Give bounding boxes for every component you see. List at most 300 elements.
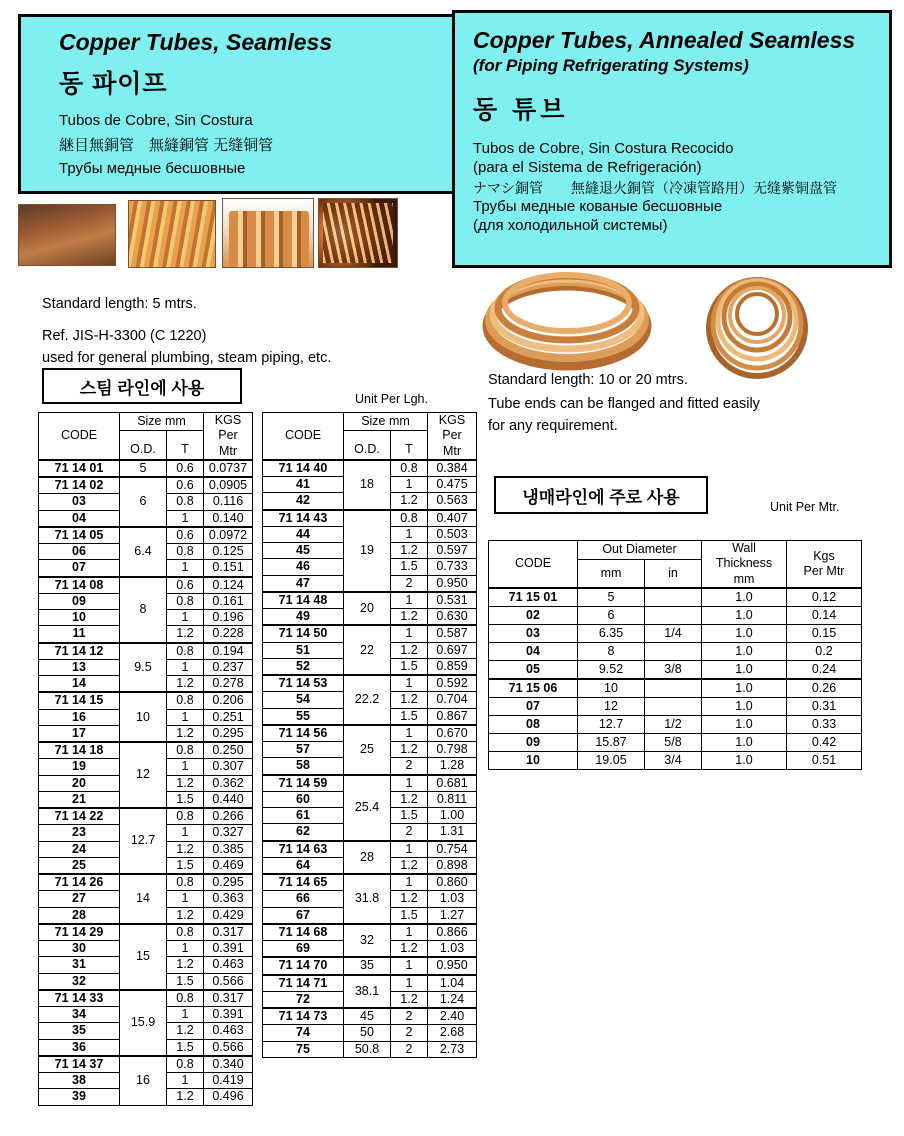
cell-kgs: 0.496 [204,1089,253,1105]
header-kgs-per-mtr: KGS Per Mtr [204,413,253,460]
cell-od: 18 [344,460,391,510]
table-row [263,1041,477,1057]
cell-od: 31.8 [344,874,391,924]
note-tube-ends-2: for any requirement. [488,418,618,434]
cell-thickness: 1.2 [391,642,428,658]
cell-code: 71 14 37 [39,1056,120,1073]
cell-out-diameter-in [645,697,702,715]
cell-kgs: 0.362 [204,775,253,791]
cell-code: 72 [263,991,344,1008]
cell-thickness: 0.8 [167,924,204,941]
cell-kgs: 0.2 [787,642,862,660]
cell-thickness: 1.5 [167,857,204,874]
cell-od: 12.7 [120,808,167,874]
cell-kgs: 0.116 [204,494,253,510]
cell-code: 03 [489,624,578,642]
cell-out-diameter-in: 1/4 [645,624,702,642]
header-size-mm: Size mm [344,413,428,431]
cell-od: 38.1 [344,975,391,1009]
cell-kgs: 0.566 [204,973,253,990]
header-left-title-es: Tubos de Cobre, Sin Costura [59,112,253,129]
cell-code: 60 [263,791,344,807]
cell-code: 23 [39,825,120,841]
cell-od: 35 [344,957,391,974]
header-right-title-ru2: (для холодильной системы) [473,217,668,234]
header-right-title-es1: Tubos de Cobre, Sin Costura Recocido [473,140,734,157]
cell-thickness: 0.8 [167,544,204,560]
cell-kgs: 0.463 [204,1023,253,1039]
cell-out-diameter-mm: 15.87 [578,733,645,751]
photo-copper-tubes-bundle [128,200,216,268]
cell-code: 44 [263,526,344,542]
cell-code: 71 14 59 [263,775,344,792]
header-right-title-es2: (para el Sistema de Refrigeración) [473,159,702,176]
cell-kgs: 0.237 [204,659,253,675]
header-box-seamless [18,14,473,194]
table-row [263,725,477,742]
cell-code: 71 14 15 [39,692,120,709]
cell-kgs: 0.194 [204,643,253,660]
cell-kgs: 0.391 [204,941,253,957]
cell-wall-thickness: 1.0 [702,660,787,679]
cell-od: 15.9 [120,990,167,1056]
cell-thickness: 1 [391,957,428,974]
cell-od: 5 [120,460,167,477]
cell-thickness: 1 [167,759,204,775]
cell-thickness: 1.5 [391,658,428,675]
table-row [263,841,477,858]
header-right-title-kr: 동 튜브 [473,96,569,124]
header-box-annealed [452,10,892,268]
cell-kgs: 0.384 [428,460,477,477]
cell-kgs: 0.587 [428,625,477,642]
cell-kgs: 0.125 [204,544,253,560]
cell-wall-thickness: 1.0 [702,606,787,624]
cell-code: 49 [263,609,344,626]
header-code: CODE [263,413,344,460]
cell-kgs: 0.250 [204,742,253,759]
cell-kgs: 0.295 [204,874,253,891]
cell-out-diameter-in [645,588,702,607]
cell-od: 6.4 [120,527,167,577]
cell-wall-thickness: 1.0 [702,624,787,642]
table-row [39,477,253,494]
cell-od: 25.4 [344,775,391,841]
cell-kgs: 0.429 [204,907,253,924]
cell-out-diameter-mm: 9.52 [578,660,645,679]
cell-kgs: 1.03 [428,891,477,907]
cell-kgs: 0.317 [204,990,253,1007]
cell-thickness: 1.5 [167,1039,204,1056]
cell-thickness: 1 [167,659,204,675]
cell-thickness: 1 [391,924,428,941]
cell-code: 62 [263,824,344,841]
cell-code: 71 14 43 [263,510,344,527]
cell-thickness: 1 [391,526,428,542]
cell-out-diameter-mm: 5 [578,588,645,607]
cell-kgs: 1.31 [428,824,477,841]
cell-kgs: 0.151 [204,560,253,577]
cell-thickness: 0.8 [167,593,204,609]
cell-out-diameter-in: 3/4 [645,751,702,769]
cell-thickness: 0.8 [167,990,204,1007]
table-row [39,990,253,1007]
cell-kgs: 0.196 [204,610,253,626]
table-header-row [489,541,862,560]
cell-code: 71 14 40 [263,460,344,477]
cell-kgs: 0.266 [204,808,253,825]
cell-code: 71 14 22 [39,808,120,825]
cell-out-diameter-mm: 6.35 [578,624,645,642]
cell-kgs: 0.391 [204,1007,253,1023]
cell-kgs: 0.866 [428,924,477,941]
cell-thickness: 1.5 [167,791,204,808]
cell-code: 10 [39,610,120,626]
cell-code: 66 [263,891,344,907]
cell-thickness: 2 [391,758,428,775]
cell-code: 71 14 65 [263,874,344,891]
cell-code: 41 [263,477,344,493]
header-kgs-per-mtr: KGS Per Mtr [428,413,477,460]
cell-thickness: 1 [167,941,204,957]
cell-code: 04 [489,642,578,660]
cell-code: 52 [263,658,344,675]
cell-kgs: 2.68 [428,1025,477,1041]
cell-od: 9.5 [120,643,167,693]
cell-thickness: 1.2 [167,775,204,791]
note-reference-standard: Ref. JIS-H-3300 (C 1220) [42,328,207,344]
table-row [489,697,862,715]
cell-code: 17 [39,725,120,742]
cell-od: 28 [344,841,391,875]
cell-out-diameter-mm: 8 [578,642,645,660]
cell-code: 19 [39,759,120,775]
cell-thickness: 1 [391,975,428,992]
cell-wall-thickness: 1.0 [702,715,787,733]
cell-kgs: 0.161 [204,593,253,609]
cell-kgs: 1.00 [428,808,477,824]
cell-thickness: 0.8 [167,808,204,825]
cell-out-diameter-mm: 19.05 [578,751,645,769]
cell-thickness: 2 [391,1008,428,1025]
cell-kgs: 0.704 [428,692,477,708]
cell-thickness: 1.5 [391,808,428,824]
cell-code: 20 [39,775,120,791]
unit-per-length-label: Unit Per Lgh. [355,392,428,406]
header-od: O.D. [120,441,167,459]
header-size-mm: Size mm [120,413,204,431]
cell-kgs: 0.0905 [204,477,253,494]
table-row [39,577,253,594]
cell-code: 39 [39,1089,120,1105]
table-row [489,715,862,733]
cell-kgs: 0.440 [204,791,253,808]
cell-thickness: 1 [167,1007,204,1023]
cell-kgs: 0.531 [428,592,477,609]
cell-kgs: 0.295 [204,725,253,742]
cell-kgs: 0.754 [428,841,477,858]
cell-code: 71 14 29 [39,924,120,941]
header-left-title-cjk: 継目無銅管 無縫銅管 无缝铜管 [59,137,274,154]
cell-thickness: 1 [391,841,428,858]
cell-thickness: 2 [391,1025,428,1041]
cell-thickness: 1 [391,625,428,642]
header-mm: mm [578,559,645,588]
cell-thickness: 0.8 [391,460,428,477]
cell-out-diameter-in: 3/8 [645,660,702,679]
cell-od: 50 [344,1025,391,1041]
cell-code: 03 [39,494,120,510]
table-row [263,510,477,527]
table-row [39,742,253,759]
cell-thickness: 1.2 [167,676,204,693]
cell-kgs: 0.327 [204,825,253,841]
cell-wall-thickness: 1.0 [702,751,787,769]
cell-code: 57 [263,742,344,758]
cell-code: 61 [263,808,344,824]
cell-od: 50.8 [344,1041,391,1057]
header-t: T [167,441,204,459]
note-standard-length-right: Standard length: 10 or 20 mtrs. [488,372,688,388]
cell-kgs: 1.27 [428,907,477,924]
table-row [263,957,477,974]
cell-od: 45 [344,1008,391,1025]
photo-copper-tubes-upright [222,198,314,268]
table-row [263,592,477,609]
cell-thickness: 1.2 [167,1089,204,1105]
cell-thickness: 2 [391,1041,428,1057]
table-row [39,874,253,891]
cell-code: 71 15 06 [489,679,578,698]
cell-kgs: 0.317 [204,924,253,941]
cell-code: 71 14 70 [263,957,344,974]
table-row [39,692,253,709]
cell-thickness: 1.2 [391,891,428,907]
table-seamless-left [38,412,253,1106]
cell-thickness: 1 [167,1073,204,1089]
cell-wall-thickness: 1.0 [702,588,787,607]
cell-thickness: 1.2 [391,742,428,758]
header-code: CODE [39,413,120,460]
cell-kgs: 0.681 [428,775,477,792]
cell-code: 10 [489,751,578,769]
cell-out-diameter-mm: 10 [578,679,645,698]
table-row [489,751,862,769]
cell-kgs: 0.597 [428,543,477,559]
cell-thickness: 1.5 [391,708,428,725]
cell-code: 71 15 01 [489,588,578,607]
cell-kgs: 0.798 [428,742,477,758]
table-row [39,924,253,941]
cell-code: 67 [263,907,344,924]
cell-kgs: 0.24 [787,660,862,679]
cell-thickness: 1.2 [391,609,428,626]
cell-code: 14 [39,676,120,693]
cell-code: 32 [39,973,120,990]
cell-od: 6 [120,477,167,527]
cell-code: 06 [39,544,120,560]
cell-wall-thickness: 1.0 [702,733,787,751]
cell-out-diameter-mm: 12.7 [578,715,645,733]
cell-od: 25 [344,725,391,775]
cell-thickness: 1.2 [167,725,204,742]
table-row [489,660,862,679]
cell-thickness: 1 [391,592,428,609]
cell-code: 21 [39,791,120,808]
cell-code: 35 [39,1023,120,1039]
cell-code: 27 [39,891,120,907]
cell-out-diameter-in [645,606,702,624]
header-wall-thickness: Wall Thickness mm [702,541,787,588]
cell-kgs: 1.28 [428,758,477,775]
cell-thickness: 1.2 [391,543,428,559]
cell-kgs: 0.124 [204,577,253,594]
cell-thickness: 1.2 [391,791,428,807]
cell-kgs: 0.563 [428,493,477,510]
cell-thickness: 1.2 [391,941,428,958]
cell-thickness: 1 [167,825,204,841]
table-annealed [488,540,862,770]
cell-od: 20 [344,592,391,626]
cell-thickness: 0.8 [167,1056,204,1073]
cell-out-diameter-in: 5/8 [645,733,702,751]
cell-kgs: 0.0737 [204,460,253,477]
table-row [489,733,862,751]
cell-code: 71 14 63 [263,841,344,858]
cell-od: 10 [120,692,167,742]
cell-code: 31 [39,957,120,973]
cell-kgs: 0.363 [204,891,253,907]
cell-out-diameter-in [645,679,702,698]
cell-thickness: 1.2 [391,692,428,708]
cell-code: 09 [39,593,120,609]
table-row [263,775,477,792]
table-header-row [39,413,253,431]
cell-code: 71 14 48 [263,592,344,609]
cell-kgs: 0.950 [428,575,477,592]
cell-thickness: 1.5 [391,907,428,924]
cell-od: 22.2 [344,675,391,725]
photo-copper-tube-single [18,204,116,266]
header-left-title-en: Copper Tubes, Seamless [59,29,333,55]
cell-code: 45 [263,543,344,559]
cell-code: 13 [39,659,120,675]
cell-out-diameter-mm: 6 [578,606,645,624]
cell-thickness: 0.6 [167,460,204,477]
cell-kgs: 0.867 [428,708,477,725]
cell-kgs: 0.469 [204,857,253,874]
cell-code: 47 [263,575,344,592]
cell-code: 42 [263,493,344,510]
header-left-title-ru: Трубы медные бесшовные [59,160,246,177]
cell-kgs: 0.206 [204,692,253,709]
cell-kgs: 0.33 [787,715,862,733]
cell-kgs: 0.592 [428,675,477,692]
cell-od: 15 [120,924,167,990]
label-kr-refrigerant-line: 냉매라인에 주로 사용 [494,476,708,514]
cell-thickness: 1 [391,675,428,692]
table-row [39,460,253,477]
cell-code: 71 14 08 [39,577,120,594]
cell-code: 38 [39,1073,120,1089]
table-row [489,679,862,698]
cell-code: 04 [39,510,120,527]
cell-thickness: 1.2 [391,991,428,1008]
cell-thickness: 0.8 [391,510,428,527]
cell-kgs: 0.15 [787,624,862,642]
header-od: O.D. [344,441,391,459]
cell-kgs: 0.278 [204,676,253,693]
note-usage-left: used for general plumbing, steam piping, etc. [42,350,332,366]
table-row [489,606,862,624]
cell-thickness: 1 [391,477,428,493]
cell-thickness: 0.8 [167,874,204,891]
table-row [39,808,253,825]
cell-thickness: 2 [391,575,428,592]
cell-thickness: 1 [391,874,428,891]
cell-kgs: 0.251 [204,709,253,725]
cell-kgs: 1.24 [428,991,477,1008]
cell-kgs: 0.385 [204,841,253,857]
header-right-subtitle-en: (for Piping Refrigerating Systems) [473,56,749,75]
cell-code: 07 [39,560,120,577]
cell-od: 22 [344,625,391,675]
cell-thickness: 1 [167,510,204,527]
cell-thickness: 0.6 [167,577,204,594]
cell-code: 30 [39,941,120,957]
cell-kgs: 1.04 [428,975,477,992]
cell-code: 71 14 18 [39,742,120,759]
cell-code: 74 [263,1025,344,1041]
header-right-title-cjk: ナマシ銅管 無縫退火銅管（冷凍管路用）无缝紫铜盘管 [473,180,837,196]
table-row [489,588,862,607]
cell-thickness: 0.6 [167,477,204,494]
cell-kgs: 0.463 [204,957,253,973]
cell-kgs: 0.407 [428,510,477,527]
photo-copper-coil-large [476,272,658,372]
cell-kgs: 0.859 [428,658,477,675]
cell-code: 75 [263,1041,344,1057]
cell-code: 11 [39,626,120,643]
table-row [263,625,477,642]
photo-copper-tube-closeup [318,198,398,268]
header-left-title-kr: 동 파이프 [59,70,168,98]
cell-kgs: 1.03 [428,941,477,958]
cell-kgs: 0.12 [787,588,862,607]
cell-kgs: 0.228 [204,626,253,643]
cell-thickness: 1.2 [167,841,204,857]
cell-code: 71 14 73 [263,1008,344,1025]
cell-kgs: 2.40 [428,1008,477,1025]
cell-code: 24 [39,841,120,857]
cell-wall-thickness: 1.0 [702,679,787,698]
cell-kgs: 0.0972 [204,527,253,544]
header-out-diameter: Out Diameter [578,541,702,560]
cell-code: 71 14 05 [39,527,120,544]
cell-code: 25 [39,857,120,874]
cell-code: 05 [489,660,578,679]
cell-kgs: 0.503 [428,526,477,542]
table-row [263,924,477,941]
cell-kgs: 0.140 [204,510,253,527]
cell-kgs: 0.630 [428,609,477,626]
header-t: T [391,441,428,459]
cell-kgs: 0.733 [428,559,477,575]
cell-thickness: 0.8 [167,692,204,709]
cell-od: 12 [120,742,167,808]
cell-kgs: 0.811 [428,791,477,807]
cell-kgs: 0.42 [787,733,862,751]
